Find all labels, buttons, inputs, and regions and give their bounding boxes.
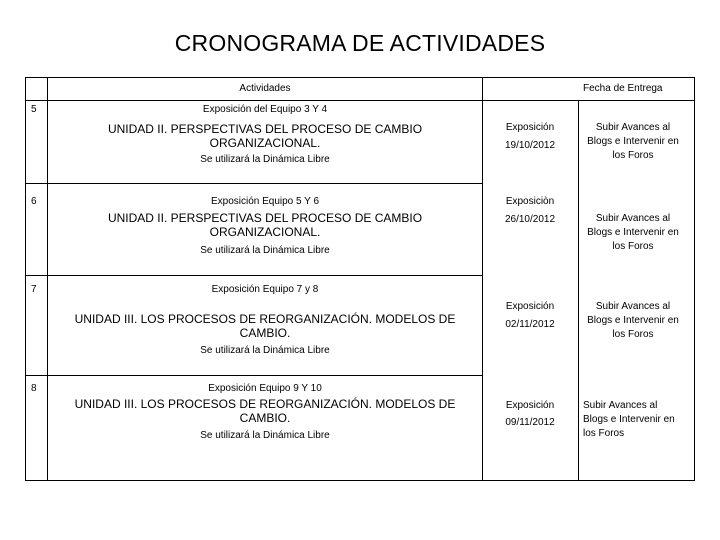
row-exposicion: Exposición Equipo 9 Y 10 (208, 383, 322, 394)
row-unidad: UNIDAD III. LOS PROCESOS DE REORGANIZACIÓN. MODELOS DE CAMBIO. (74, 397, 456, 425)
row-unidad: UNIDAD III. LOS PROCESOS DE REORGANIZACIÓN. MODELOS DE CAMBIO. (74, 312, 456, 340)
row-dinamica: Se utilizará la Dinámica Libre (200, 154, 330, 165)
row-exposicion: Exposición del Equipo 3 Y 4 (202, 104, 328, 115)
page-title: CRONOGRAMA DE ACTIVIDADES (174, 30, 546, 56)
row-fecha: 09/11/2012 (505, 417, 555, 428)
row-entrega-label: Exposición (505, 301, 555, 312)
row-dinamica: Se utilizará la Dinámica Libre (200, 345, 330, 356)
row-rule (25, 183, 482, 184)
row-exposicion: Exposición Equipo 7 y 8 (211, 284, 319, 295)
column-divider (578, 100, 579, 481)
header-actividades: Actividades (239, 83, 291, 94)
row-entrega-label: Exposición (505, 400, 555, 411)
row-rule (25, 275, 482, 276)
row-entrega-label: Exposiciòn (505, 196, 555, 207)
row-number: 8 (31, 383, 37, 394)
row-number: 6 (31, 196, 37, 207)
row-fecha: 02/11/2012 (505, 319, 555, 330)
column-divider (47, 77, 48, 481)
row-dinamica: Se utilizará la Dinámica Libre (200, 245, 330, 256)
row-dinamica: Se utilizará la Dinámica Libre (200, 430, 330, 441)
row-tarea: Subir Avances al Blogs e Intervenir en los Foros (587, 122, 679, 161)
row-rule (25, 375, 482, 376)
row-entrega-label: Exposición (505, 122, 555, 133)
row-number: 7 (31, 284, 37, 295)
header-fecha-entrega: Fecha de Entrega (583, 83, 663, 94)
header-rule (25, 100, 695, 101)
row-fecha: 26/10/2012 (504, 214, 556, 225)
row-tarea: Subir Avances al Blogs e Intervenir en los Foros (587, 213, 679, 252)
row-number: 5 (31, 104, 37, 115)
row-tarea: Subir Avances al Blogs e Intervenir en los Foros (587, 301, 679, 340)
row-exposicion: Exposición Equipo 5 Y 6 (210, 196, 320, 207)
row-unidad: UNIDAD II. PERSPECTIVAS DEL PROCESO DE CAMBIO ORGANIZACIONAL. (107, 122, 423, 150)
row-unidad: UNIDAD II. PERSPECTIVAS DEL PROCESO DE CAMBIO ORGANIZACIONAL. (107, 211, 423, 239)
row-fecha: 19/10/2012 (504, 140, 556, 151)
row-tarea: Subir Avances al Blogs e Intervenir en los Foros (583, 400, 675, 439)
